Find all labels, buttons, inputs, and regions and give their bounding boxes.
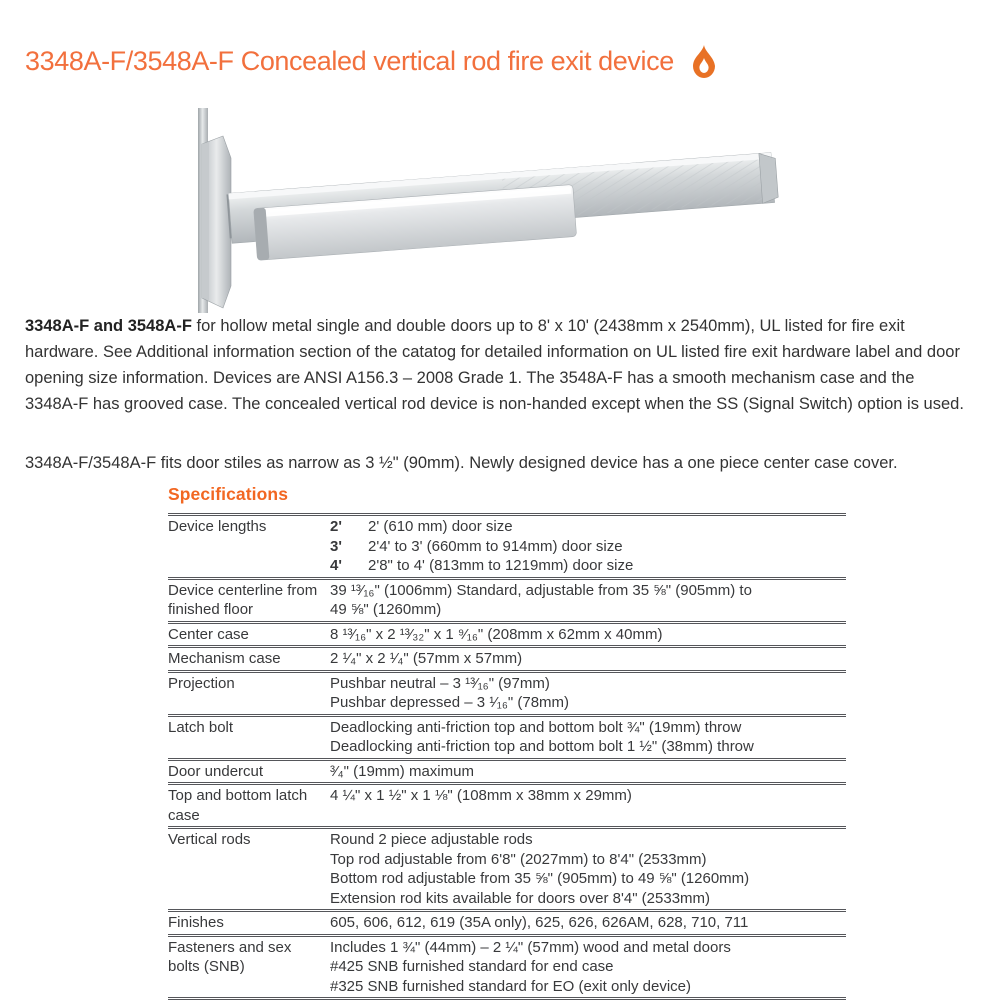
spec-row-vertical-rods <box>168 829 846 912</box>
spec-label: Finishes <box>168 914 224 931</box>
spec-value-line: 49 ⅝" (1260mm) <box>330 601 442 618</box>
spec-row-door-undercut <box>168 761 846 786</box>
spec-value-line: Round 2 piece adjustable rods <box>330 831 533 848</box>
spec-label: Door undercut <box>168 762 264 780</box>
size-key: 4' <box>330 557 342 574</box>
spec-value-line: 605, 606, 612, 619 (35A only), 625, 626, 626AM, 628, 710, 711 <box>330 914 749 931</box>
spec-label: Latch bolt <box>168 718 234 736</box>
spec-row-center-case <box>168 624 846 649</box>
spec-label: Center case <box>168 625 249 643</box>
spec-value-line: 39 ¹³⁄₁₆" (1006mm) Standard, adjustable from 35 ⅝" (905mm) to <box>330 581 752 599</box>
spec-row-latch-bolt <box>168 717 846 761</box>
spec-label: Mechanism case <box>168 650 281 667</box>
intro-paragraph-text: for hollow metal single and double doors up to 8' x 10' (2438mm x 2540mm), UL listed for fire exit hardware. See Additional information section of the catatog for detailed information on UL listed fire exit hardware label and door opening size information. Devices are ANSI A156.3 – 2008 Grade 1. The 3548A-F has a smooth mechanism case and the 3348A-F has grooved case. The concealed vertical rod device is non-handed except when the SS (Signal Switch) option is used. <box>25 317 964 413</box>
spec-value-line: Top rod adjustable from 6'8" (2027mm) to 8'4" (2533mm) <box>330 850 707 868</box>
spec-row-device-lengths <box>168 516 846 580</box>
spec-value-line: ³⁄₄" (19mm) maximum <box>330 762 474 780</box>
pushbar-assembly <box>226 152 780 262</box>
spec-label: Projection <box>168 674 235 692</box>
spec-value-line: Deadlocking anti-friction top and bottom bolt ¾" (19mm) throw <box>330 718 742 736</box>
size-text: 2' (610 mm) door size <box>368 518 513 535</box>
spec-row-projection <box>168 673 846 717</box>
spec-label: Device lengths <box>168 518 267 535</box>
spec-row-latch-case <box>168 785 846 829</box>
page-title: 3348A-F/3548A-F Concealed vertical rod fire exit device <box>25 45 674 76</box>
specifications-table <box>168 513 846 1000</box>
spec-row-mechanism-case <box>168 648 846 673</box>
spec-value-line: 2 ¹⁄₄" x 2 ¹⁄₄" (57mm x 57mm) <box>330 650 523 667</box>
device-length-option <box>330 537 846 557</box>
spec-row-finishes <box>168 912 846 937</box>
size-key: 2' <box>330 518 342 535</box>
spec-value-line: Includes 1 ¾" (44mm) – 2 ¼" (57mm) wood and metal doors <box>330 938 731 956</box>
spec-value-line: 8 ¹³⁄₁₆" x 2 ¹³⁄₃₂" x 1 ⁹⁄₁₆" (208mm x 62mm x 40mm) <box>330 625 663 643</box>
spec-value-line: Bottom rod adjustable from 35 ⅝" (905mm) to 49 ⅝" (1260mm) <box>330 870 750 887</box>
size-key: 3' <box>330 537 342 555</box>
spec-label: Top and bottom latch case <box>168 787 308 824</box>
page-header <box>25 42 720 80</box>
spec-row-device-centerline <box>168 580 846 624</box>
spec-value-line: Extension rod kits available for doors over 8'4" (2533mm) <box>330 889 711 907</box>
spec-label: Fasteners and sex bolts (SNB) <box>168 938 292 975</box>
size-text: 2'8" to 4' (813mm to 1219mm) door size <box>368 557 634 574</box>
specifications-section <box>168 484 846 1000</box>
spec-label: Vertical rods <box>168 831 251 848</box>
spec-label: Device centerline from finished floor <box>168 581 318 618</box>
specifications-heading: Specifications <box>168 484 289 504</box>
exit-device-photo <box>175 98 820 323</box>
spec-value-line: Deadlocking anti-friction top and bottom bolt 1 ½" (38mm) throw <box>330 738 754 755</box>
spec-value-line: Pushbar depressed – 3 ¹⁄₁₆" (78mm) <box>330 694 570 711</box>
device-length-option <box>330 556 846 576</box>
spec-row-fasteners <box>168 937 846 1000</box>
size-text: 2'4' to 3' (660mm to 914mm) door size <box>368 537 623 555</box>
spec-value-line: #325 SNB furnished standard for EO (exit only device) <box>330 977 692 995</box>
intro-lead-bold: 3348A-F and 3548A-F <box>25 317 192 335</box>
spec-value-line: #425 SNB furnished standard for end case <box>330 958 614 975</box>
flame-icon <box>688 44 720 80</box>
fits-paragraph: 3348A-F/3548A-F fits door stiles as narrow as 3 ½" (90mm). Newly designed device has a one piece center case cover. <box>25 454 898 472</box>
spec-value-line: 4 ¼" x 1 ½" x 1 ⅛" (108mm x 38mm x 29mm) <box>330 787 632 804</box>
device-length-option <box>330 517 846 537</box>
intro-paragraph <box>25 313 970 417</box>
spec-value-line: Pushbar neutral – 3 ¹³⁄₁₆" (97mm) <box>330 674 550 692</box>
